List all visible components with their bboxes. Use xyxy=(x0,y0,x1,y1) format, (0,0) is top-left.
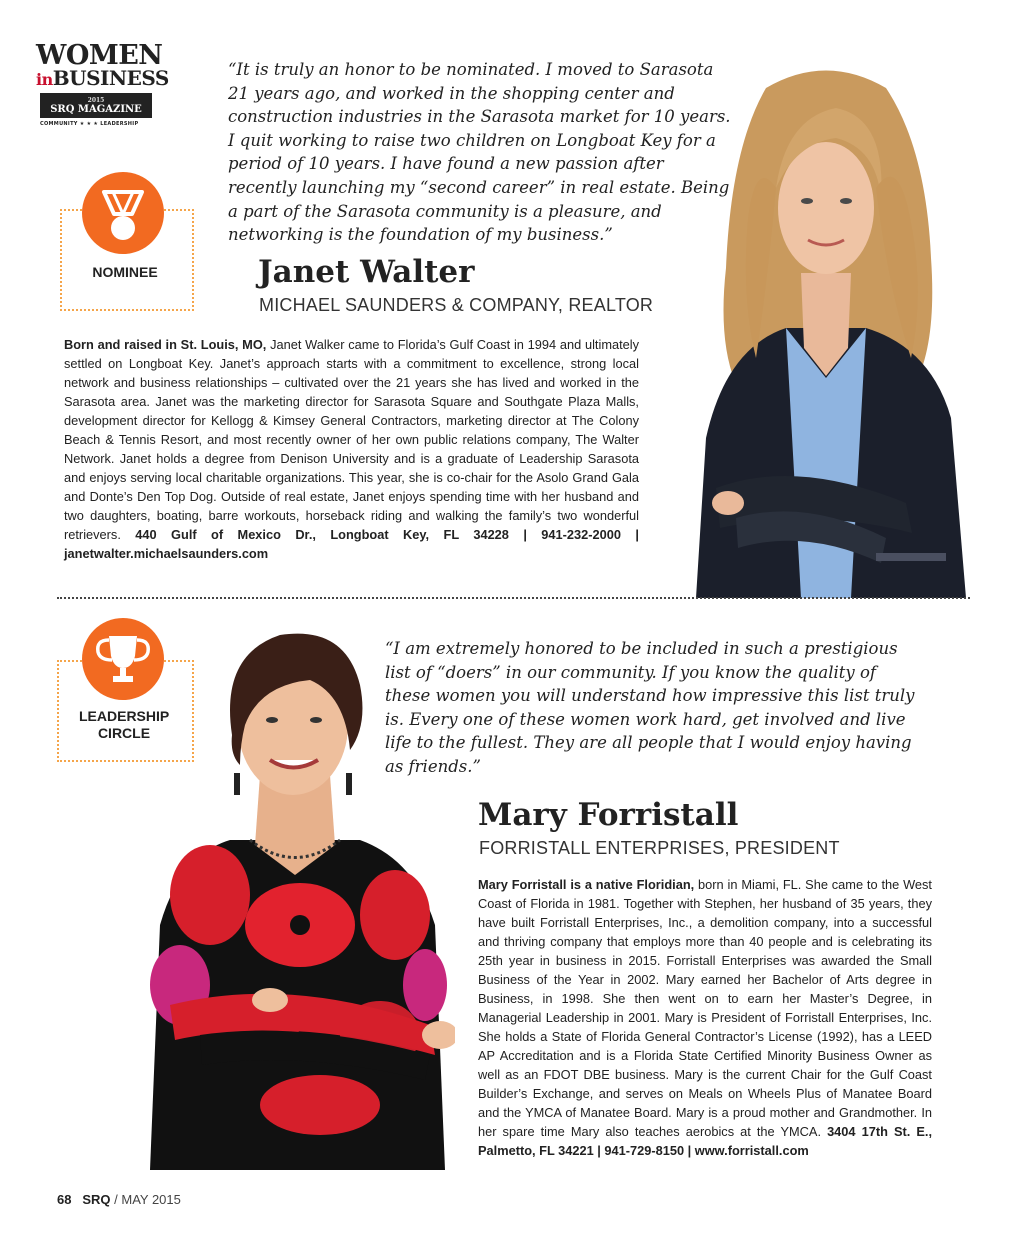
mary-bio-body: born in Miami, FL. She came to the West Coast of Florida in 1981. Together with Stephen, her husband of 35 years, they have built Forristall Enterprises, Inc., a demolition company, into a successful and thriving company that employs more than 40 people and is celebrating its 25th year in business in 2015. Forristall Enterprises was awarded the Small Business of the Year in 2002. Mary earned her Bachelor of Arts degree in Business, in 1998. She then went on to earn her Master’s Degree, in Managerial Leadership in 2001. Mary is President of Forristall Enterprises, Inc. She holds a State of Florida General Contractor’s License (1992), has a LEED AP Accreditation and is a Florida State Certified Minority Business Owner as well as an FDOT DBE business. Mary is the current Chair for the Gulf Coast Builder’s Exchange, and serves on Meals on Wheels Plus of Manatee Board and the YMCA of Manatee Board. Mary is a proud mother and Grandmother. In her spare time Mary also teaches aerobics at the YMCA. xyxy=(478,877,932,1139)
mary-contact: 3404 17th St. E., Palmetto, FL 34221 | 941-729-8150 | www.forristall.com xyxy=(478,1124,932,1158)
janet-bio xyxy=(64,335,639,563)
janet-name: Janet Walter xyxy=(258,254,475,290)
mary-bio xyxy=(478,875,932,1160)
leadership-circle-label: LEADERSHIP CIRCLE xyxy=(79,708,170,741)
janet-bio-body: Janet Walker came to Florida’s Gulf Coast in 1994 and ultimately settled on Longboat Key. Janet’s approach starts with a commitment to excellence, strong local network and business relationships – cultivated over the 21 years she has lived and worked in the Sarasota area. Janet was the marketing director for Sarasota Square and Southgate Plaza Malls, development director for Kellogg & Kimsey General Contractors, marketing director at The Colony Beach & Tennis Resort, and most recently owner of her own public relations company, The Walter Network. Janet holds a degree from Denison University and is a graduate of Leadership Sarasota and enjoys serving local charitable organizations. This year, she is co-chair for the Asolo Grand Gala and Donte’s Den Top Dog. Outside of real estate, Janet enjoys spending time with her husband and two daughters, boating, barre workouts, horseback riding and walking the family’s two wonderful retrievers. xyxy=(64,337,640,542)
mary-quote: “I am extremely honored to be included in such a prestigious list of “doers” in our community. If you know the quality of these women you will understand how impressive this list truly is. Every one of these women work hard, get involved and live life to the fullest. They are all people that I would enjoy having as friends.” xyxy=(385,639,915,776)
footer-issue: MAY 2015 xyxy=(121,1192,181,1207)
logo-line-women: WOMEN xyxy=(36,40,163,71)
nominee-label: NOMINEE xyxy=(92,264,158,280)
janet-role: MICHAEL SAUNDERS & COMPANY, REALTOR xyxy=(259,295,654,315)
logo-in: in xyxy=(36,70,53,89)
medal-icon xyxy=(82,172,164,254)
page-footer xyxy=(57,1192,181,1207)
footer-magazine: SRQ xyxy=(82,1192,111,1207)
mary-bio-lead: Mary Forristall is a native Floridian, xyxy=(478,877,695,892)
logo-line-business: BUSINESS xyxy=(52,66,169,90)
logo-magazine: SRQ MAGAZINE xyxy=(50,104,142,115)
footer-separator: / xyxy=(114,1192,118,1207)
janet-contact: 440 Gulf of Mexico Dr., Longboat Key, FL 34228 | 941-232-2000 | janetwalter.michaelsaunders.com xyxy=(64,527,639,561)
logo-tagline: COMMUNITY ★ ★ ★ LEADERSHIP xyxy=(40,121,139,127)
page-number: 68 xyxy=(57,1192,72,1207)
mary-name: Mary Forristall xyxy=(478,797,739,833)
janet-quote: “It is truly an honor to be nominated. I moved to Sarasota 21 years ago, and worked in the shopping center and construction industries in the Sarasota market for 10 years. I quit working to raise two children on Longboat Key for a period of 10 years. I have found a new passion after recently launching my “second career” in real estate. Being a part of the Sarasota community is a pleasure, and networking is the foundation of my business.” xyxy=(228,60,731,245)
janet-bio-lead: Born and raised in St. Louis, MO, xyxy=(64,337,267,352)
logo-ribbon xyxy=(40,93,152,118)
women-in-business-logo xyxy=(36,40,169,128)
mary-role: FORRISTALL ENTERPRISES, PRESIDENT xyxy=(479,838,840,858)
janet-walter-photo xyxy=(676,58,972,598)
logo-year: 2015 xyxy=(87,97,105,104)
section-divider xyxy=(57,597,970,599)
